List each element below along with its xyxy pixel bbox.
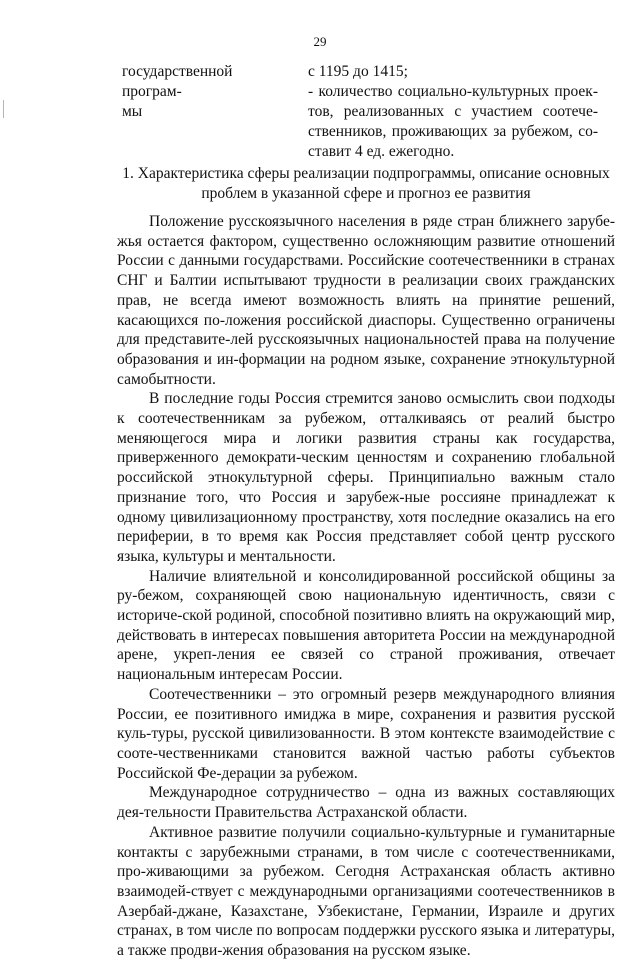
- table-right-line: - количество социально-культурных проек-тов, реализованных с участием соотече-ственников, проживающих за рубежом, со-ставит 4 ед. ежегодно.: [308, 83, 598, 160]
- body-text: [117, 212, 615, 961]
- paragraph: Активное развитие получили социально-культурные и гуманитарные контакты с зарубежными странами, в том числе с соотечественниками, про-живающими за рубежом. Сегодня Астраханская область активно взаимодей-ствует с международными организациями соотечественников в Азербай-джане, Казахстане, Узбекистане, Германии, Израиле и других странах, в том числе по вопросам поддержки русского языка и литературы, а также продви-жения образования на русском языке.: [117, 823, 615, 960]
- table-left-cell: государственной програм- мы: [122, 63, 233, 120]
- table-right-cell: [308, 62, 598, 162]
- margin-mark: [3, 100, 4, 118]
- page-number: 29: [313, 34, 327, 49]
- section-heading: 1. Характеристика сферы реализации подпрограммы, описание основных проблем в указанной сфере и прогноз ее развития: [122, 165, 610, 202]
- table-right-line: с 1195 до 1415;: [308, 63, 408, 80]
- paragraph: Положение русскоязычного населения в ряде стран ближнего зарубе-жья остается фактором, существенно осложняющим развитие отношений России с данными государствами. Российские соотечественники в странах СНГ и Балтии испытывают трудности в реализации своих гражданских прав, не всегда имеют возможность влиять на принятие решений, касающихся по-ложения российской диаспоры. Существенно ограничены для представите-лей русскоязычных национальностей права на получение образования и ин-формации на родном языке, сохранение этнокультурной самобытности.: [117, 213, 615, 388]
- paragraph: Международное сотрудничество – одна из важных составляющих дея-тельности Правительства Астраханской области.: [117, 784, 615, 822]
- paragraph: Соотечественники – это огромный резерв международного влияния России, ее позитивного имиджа в мире, сохранения и развития русской куль-туры, русской цивилизованности. В этом контексте взаимодействие с соотe-чественниками становится важной частью работы субъектов Российской Фе-дерации за рубежом.: [117, 685, 615, 782]
- paragraph: Наличие влиятельной и консолидированной российской общины за ру-бежом, сохраняющей свою национальную идентичность, связи с историче-ской родиной, способной позитивно влиять на окружающий мир, действовать в интересах повышения авторитета России на международной арене, укреп-ления ее связей со страной проживания, отвечает национальным интересам России.: [117, 567, 615, 684]
- paragraph: В последние годы Россия стремится заново осмыслить свои подходы к соотечественникам за рубежом, отталкиваясь от реалий быстро меняющегося мира и логики развития страны как государства, приверженного демократи-ческим ценностям и сохранению глобальной российской этнокультурной сферы. Принципиально важным стало признание того, что Россия и зарубеж-ные россияне принадлежат к одному цивилизационному пространству, хотя последние оказались на его периферии, в то время как Россия представляет собой центр русского языка, культуры и ментальности.: [117, 390, 615, 565]
